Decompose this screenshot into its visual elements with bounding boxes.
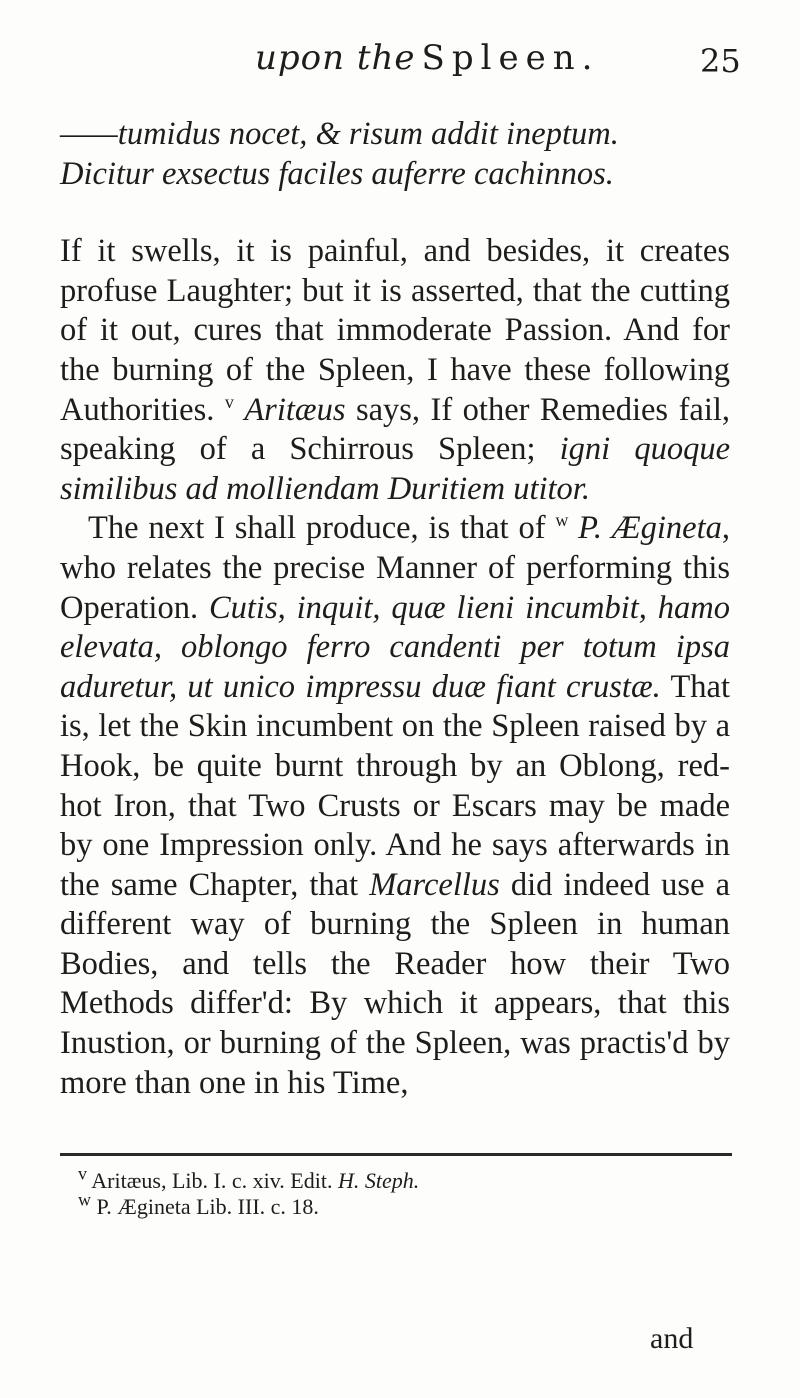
footnote-ref-v: v xyxy=(224,391,234,412)
verse-quote xyxy=(60,115,730,194)
body-text xyxy=(60,115,730,1103)
footnote-w-text: P. Ægineta Lib. III. c. 18. xyxy=(96,1194,319,1219)
footnote-ref-w: w xyxy=(555,510,569,531)
paragraph-2-text-c: That is, let the Skin incumbent on the Spleen raised by a Hook, be quite burnt through by an Oblong, red-hot Iron, that Two Crusts or Escars may be made by one Impression only. And he says afterwards in the same Chapter, that xyxy=(60,668,730,903)
footnote-w xyxy=(78,1189,728,1220)
paragraph-1-latin: igni quoque similibus ad molliendam Duritiem utitor. xyxy=(60,431,731,507)
footnote-mark-v: v xyxy=(78,1163,87,1184)
author-aritaeus: Aritæus xyxy=(244,391,346,428)
paragraph-1-text-b: says, If other Remedies fail, speaking of a Schirrous Spleen; xyxy=(60,391,730,468)
running-head-italic: upon the xyxy=(255,38,416,78)
footnote-v-edition: H. Steph. xyxy=(337,1168,420,1193)
paragraph-2-text-d: did indeed use a different way of burning the Spleen in human Bodies, and tells the Reader how their Two Methods differ'd: By which it appears, that this Inustion, or burning of the Spleen, was practis'd by more than one in his Time, xyxy=(60,866,730,1101)
catchword: and xyxy=(650,1322,694,1355)
footnote-mark-w: w xyxy=(78,1189,91,1210)
running-head-caps: Spleen. xyxy=(421,38,600,78)
footnotes xyxy=(78,1163,728,1220)
paragraph-1-text-a: If it swells, it is painful, and besides, it creates profuse Laughter; but it is asserted, that the cutting of it out, cures that immoderate Passion. And for the burning of the Spleen, I have these following Authorities. xyxy=(60,233,730,428)
paragraph-2-latin: Cutis, inquit, quæ lieni incumbit, hamo elevata, oblongo ferro candenti per totum ipsa aduretur, ut unico impressu duæ fiant crustæ. xyxy=(60,589,731,705)
footnote-v xyxy=(78,1163,728,1194)
paragraph-2 xyxy=(60,509,730,1103)
footnote-divider xyxy=(60,1153,732,1156)
paragraph-2-text-a: The next I shall produce, is that of xyxy=(88,510,556,547)
author-paulus: P. Ægineta xyxy=(578,510,722,547)
paragraph-1 xyxy=(60,232,730,509)
author-marcellus: Marcellus xyxy=(369,866,500,903)
footnote-v-text: Aritæus, Lib. I. c. xiv. Edit. xyxy=(91,1168,338,1193)
verse-line-2: Dicitur exsectus faciles auferre cachinnos. xyxy=(60,155,614,192)
paragraph-2-text-b: , who relates the precise Manner of performing this Operation. xyxy=(60,510,731,626)
page-number: 25 xyxy=(700,42,741,80)
verse-line-1: ——tumidus nocet, & risum addit ineptum. xyxy=(60,116,619,152)
running-head xyxy=(255,38,599,78)
